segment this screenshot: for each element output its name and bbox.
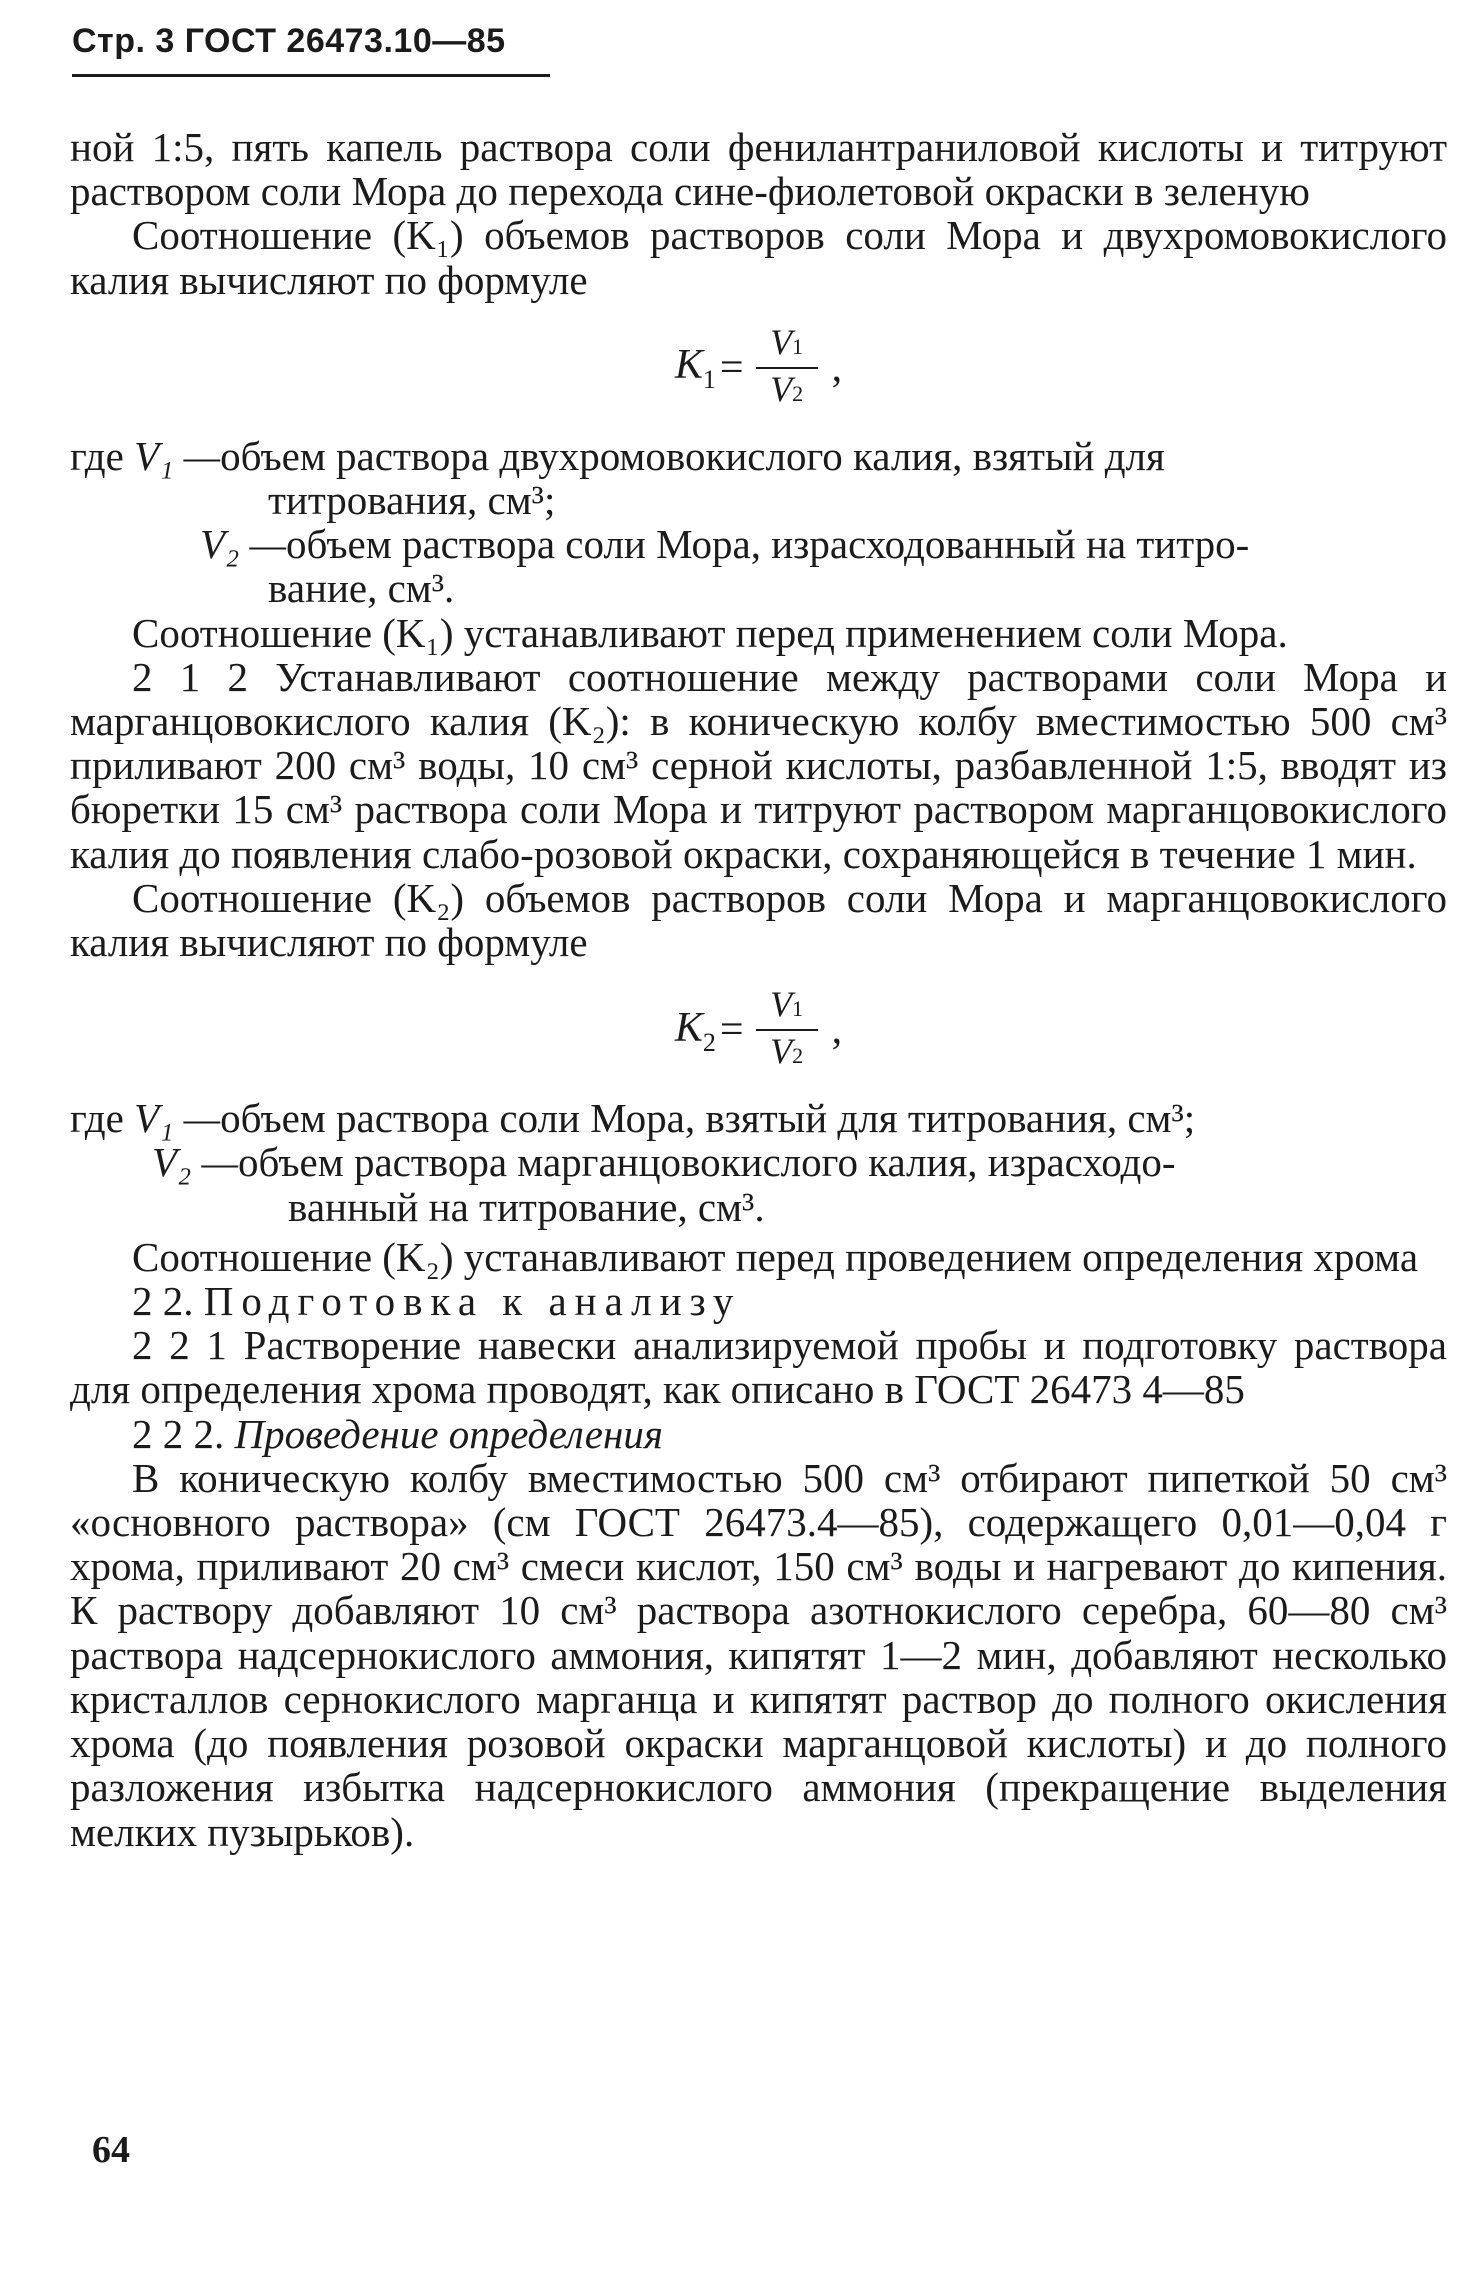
paragraph-k2-intro: Соотношение (K₂) объемов растворов соли Мора и марганцовокислого калия вычисляют по формуле bbox=[70, 874, 1447, 966]
paragraph-k1-intro: Соотношение (K₁) объемов растворов соли Мора и двухромовокислого калия вычисляют по формуле bbox=[70, 212, 1447, 303]
formula-k1-equals: = bbox=[719, 344, 744, 391]
header-rule bbox=[72, 74, 550, 77]
var-v2: V₂ — bbox=[200, 521, 287, 568]
paragraph-procedure: В коническую колбу вместимостью 500 см³ отбирают пипеткой 50 см³ «основного раствора» (см ГОСТ 26473.4—85), содержащего 0,01—0,04 г хрома, приливают 20 см³ смеси кислот, 150 см³ воды и нагревают до кипения. К раствору добавляют 10 см³ раствора азотнокислого серебра, 60—80 см³ раствора надсернокислого аммония, кипятят 1—2 мин, добавляют несколько кристаллов сернокислого марганца и кипятят раствор до полного окисления хрома (до появления розовой окраски марганцовой кислоты) и до полного разложения избытка надсернокислого аммония (прекращение выделения мелких пузырьков). bbox=[70, 1454, 1447, 1855]
paragraph-k1-usage: Соотношение (K₁) устанавливают перед применением соли Мора. bbox=[132, 609, 1288, 656]
var-v1: V₁ — bbox=[134, 432, 221, 479]
page-header: Стр. 3 ГОСТ 26473.10—85 bbox=[72, 22, 506, 60]
var-v2: V₂ — bbox=[152, 1139, 239, 1186]
body-text bbox=[70, 125, 1447, 1854]
def-v2-cont: ванный на титрование, см³. bbox=[288, 1183, 765, 1230]
formula-k2-numerator: V1 bbox=[770, 984, 804, 1025]
paragraph-2-1-2: 2 1 2 Устанавливают соотношение между растворами соли Мора и марганцовокислого калия (K₂): в коническую колбу вместимостью 500 см³ приливают 200 см³ воды, 10 см³ серной кислоты, разбавленной 1:5, вводят из бюретки 15 см³ раствора соли Мора и титруют раствором марганцовокислого калия до появления слабо-розовой окраски, сохраняющейся в течение 1 мин. bbox=[70, 653, 1447, 877]
formula-k1-fraction bbox=[756, 322, 818, 414]
section-2-2-heading: 2 2. Подготовка к анализу bbox=[132, 1278, 742, 1325]
formula-k1: $K_1$ = $\frac{V1}{V2}$ , bbox=[70, 302, 1447, 434]
paragraph-continuation: ной 1:5, пять капель раствора соли фенилантраниловой кислоты и титруют раствором соли Мора до перехода сине-фиолетовой окраски в зеленую bbox=[70, 124, 1447, 215]
def-v2-text: объем раствора марганцовокислого калия, израсходо- bbox=[238, 1139, 1176, 1186]
formula-k1-numerator: V1 bbox=[770, 321, 804, 362]
var-v1: V₁ — bbox=[134, 1095, 221, 1142]
paragraph-k2-usage: Соотношение (K₂) устанавливают перед проведением определения хрома bbox=[132, 1233, 1419, 1280]
paragraph-2-2-1: 2 2 1 Растворение навески анализируемой пробы и подготовку раствора для определения хрома проводят, как описано в ГОСТ 26473 4—85 bbox=[70, 1322, 1447, 1413]
formula-k2: $K_2$ = $\frac{V1}{V2}$ , bbox=[70, 964, 1447, 1096]
definitions-k2: где V₁ — объем раствора соли Мора, взятый для титрования, см³; V₂ — объем раствора марганцовокислого калия, израсходо- ванный на титрование, см³. bbox=[70, 1096, 1447, 1229]
section-2-2-2-title: Проведение определения bbox=[234, 1410, 663, 1457]
formula-k2-fraction bbox=[756, 984, 818, 1076]
page-number: 64 bbox=[92, 2129, 130, 2171]
def-v1-text: объем раствора двухромовокислого калия, взятый для bbox=[220, 432, 1165, 479]
formula-k2-equals: = bbox=[719, 1007, 744, 1054]
def-v1-cont: титрования, см³; bbox=[268, 477, 556, 524]
section-2-2-title: Подготовка к анализу bbox=[203, 1278, 742, 1325]
formula-k2-lhs: $K_2$ bbox=[674, 1004, 716, 1057]
def-v2-cont: вание, см³. bbox=[268, 565, 455, 612]
def-v1-text: объем раствора соли Мора, взятый для титрования, см³; bbox=[220, 1095, 1196, 1142]
definitions-k1: где V₁ — объем раствора двухромовокислого калия, взятый для титрования, см³; V₂ — объем раствора соли Мора, израсходованный на титро- вание, см³. bbox=[70, 434, 1447, 611]
formula-k2-denominator: V2 bbox=[770, 1031, 804, 1072]
formula-k1-lhs: $K_1$ bbox=[674, 342, 716, 395]
formula-k1-denominator: V2 bbox=[770, 368, 804, 409]
def-v2-text: объем раствора соли Мора, израсходованный на титро- bbox=[286, 521, 1250, 568]
section-2-2-2-heading: 2 2 2. Проведение определения bbox=[132, 1410, 663, 1457]
